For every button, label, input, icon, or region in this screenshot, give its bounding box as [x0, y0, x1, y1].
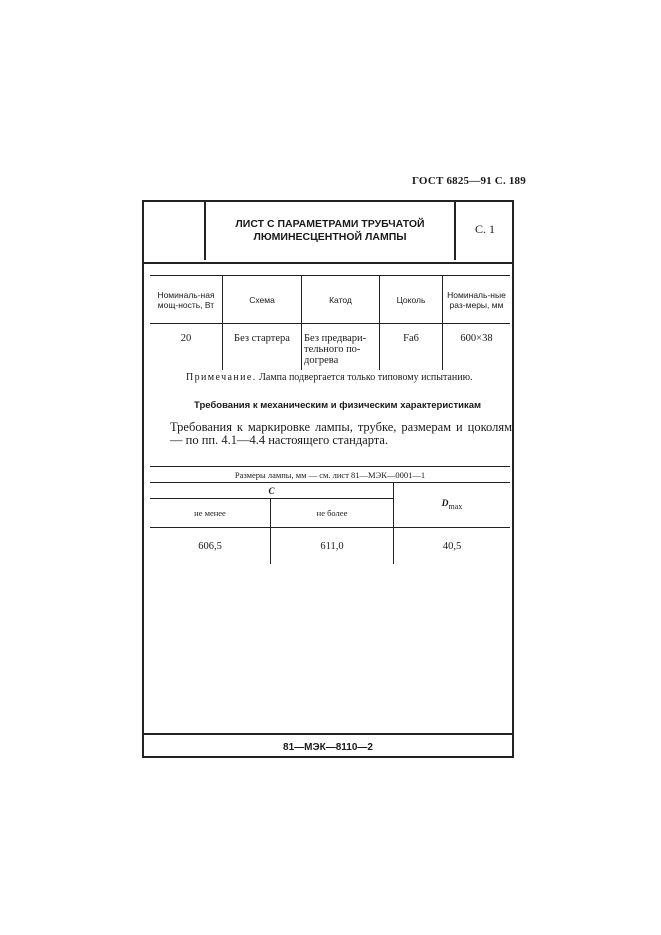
cell-c-min: 606,5 [198, 540, 222, 552]
col-header-cathode: Катод [302, 276, 380, 324]
dmax-header [394, 483, 511, 528]
note [186, 372, 473, 383]
col-header-dimensions: Номиналь-ные раз-меры, мм [443, 276, 511, 324]
dmax-subscript: max [448, 501, 463, 511]
dimensions-caption-row [150, 467, 510, 483]
sheet-title-line-2: ЛЮМИНЕСЦЕНТНОЙ ЛАМПЫ [253, 231, 407, 243]
cell-circuit: Без стартера [223, 324, 302, 371]
cell-c-max: 611,0 [271, 528, 394, 565]
lamp-dimensions-table [150, 466, 510, 564]
cell-dimensions: 600×38 [443, 324, 511, 371]
table-row [150, 324, 510, 371]
title-block [144, 202, 512, 264]
table-header-row [150, 276, 510, 324]
sheet-title [206, 218, 454, 244]
sheet-number: С. 1 [474, 222, 495, 236]
sheet-code: 81—МЭК—8110—2 [283, 742, 373, 753]
col-header-cap: Цоколь [380, 276, 443, 324]
dmax-label: D [441, 499, 449, 510]
lamp-parameters-table [150, 275, 510, 370]
note-text: Лампа подвергается только типовому испытанию. [256, 372, 473, 383]
marking-paragraph: Требования к маркировке лампы, трубке, размерам и цоколям — по пп. 4.1—4.4 настоящего стандарта. [170, 420, 512, 447]
sheet-title-line-1: ЛИСТ С ПАРАМЕТРАМИ ТРУБЧАТОЙ [235, 218, 425, 230]
c-max-header: не более [271, 499, 394, 528]
c-min-header: не менее [150, 499, 271, 528]
gost-page-header: ГОСТ 6825—91 С. 189 [412, 175, 526, 187]
requirements-heading: Требования к механическим и физическим характеристикам [194, 400, 482, 411]
col-header-power: Номиналь-ная мощ-ность, Вт [150, 276, 223, 324]
c-header-row [150, 483, 510, 499]
cell-cap: Fa6 [380, 324, 443, 371]
cell-dmax: 40,5 [394, 528, 511, 565]
dimensions-caption: Размеры лампы, мм — см. лист 81—МЭК—0001—1 [150, 467, 510, 483]
sheet-footer [144, 733, 512, 760]
c-header: C [150, 483, 394, 499]
note-lead: Примечание. [186, 372, 257, 383]
table-row [150, 528, 510, 565]
parameter-sheet-frame [142, 200, 514, 758]
cell-cathode: Без предвари-тельного по-догрева [302, 324, 380, 371]
col-header-circuit: Схема [223, 276, 302, 324]
cell-power: 20 [180, 333, 192, 344]
